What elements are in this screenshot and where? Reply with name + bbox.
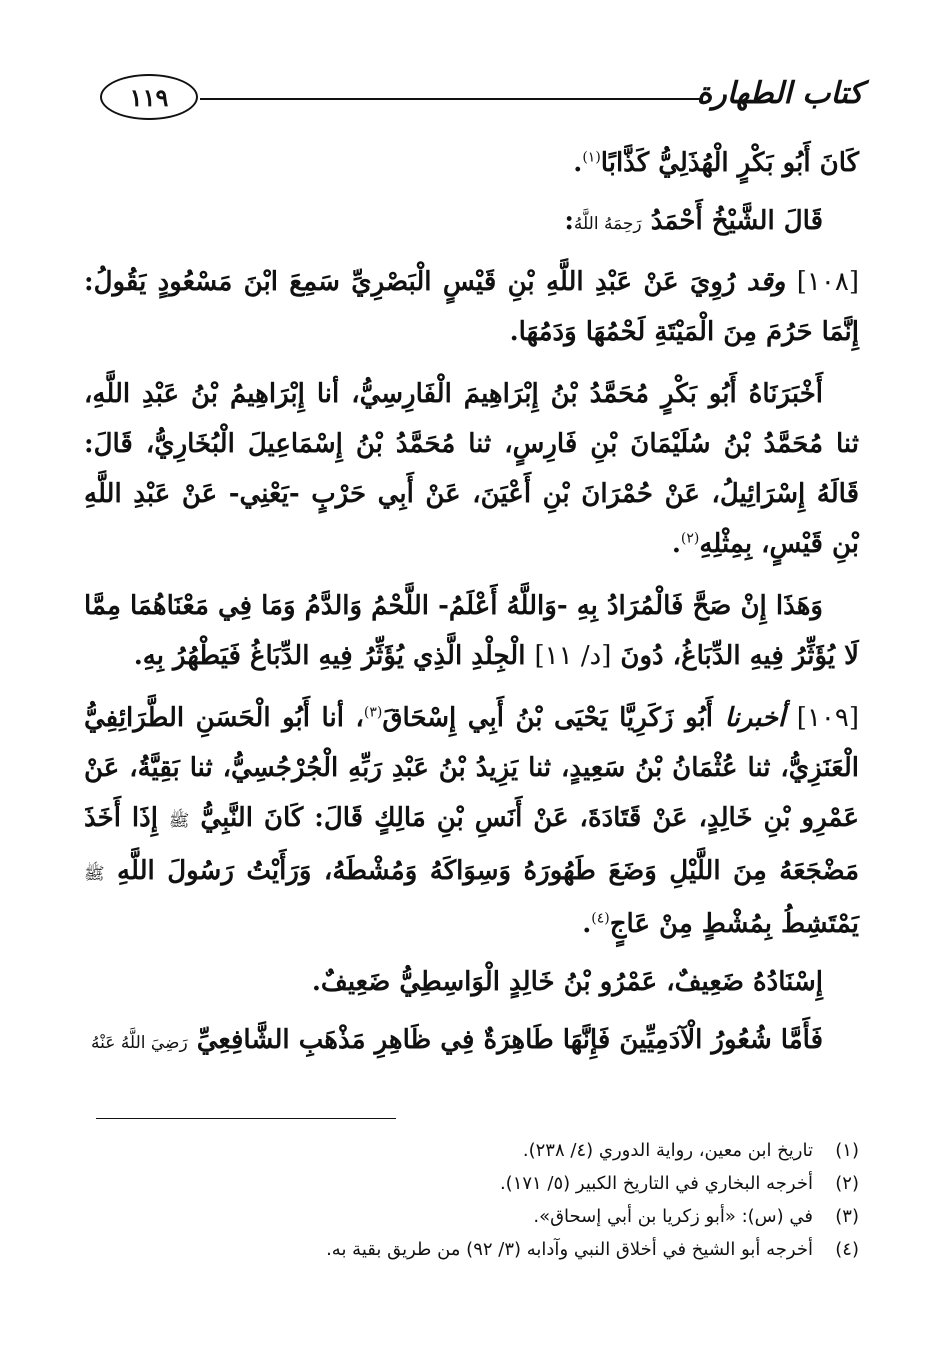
paragraph-108	[84, 257, 859, 357]
hadith-number-109: [١٠٩]	[796, 703, 860, 733]
paragraph-akhbarana-text: أَخْبَرَنَاهُ أَبُو بَكْرٍ مُحَمَّدُ بْنُ إِبْرَاهِيمَ الْفَارِسِيُّ، أنا إِبْرَاهِيمُ بْنُ عَبْدِ اللَّهِ، ثنا مُحَمَّدُ بْنُ سُلَيْمَانَ بْنِ فَارِسٍ، ثنا مُحَمَّدُ بْنُ إِسْمَاعِيلَ الْبُخَارِيُّ، قَالَ: قَالَهُ إِسْرَائِيلُ، عَنْ حُمْرَانَ بْنِ أَعْيَنَ، عَنْ أَبِي حَرْبٍ -يَعْنِي- عَنْ عَبْدِ اللَّهِ بْنِ قَيْسٍ، بِمِثْلِهِ	[84, 379, 859, 559]
footnote-ref-4: (٤)	[591, 910, 610, 927]
footnote-text: أخرجه أبو الشيخ في أخلاق النبي وآدابه (٣/ ٩٢) من طريق بقية به.	[326, 1239, 813, 1260]
footnote-divider	[96, 1118, 396, 1119]
paragraph-109-text-d: يَمْتَشِطُ بِمُشْطٍ مِنْ عَاجٍ	[609, 909, 859, 939]
footnote-item	[84, 1169, 859, 1199]
footnote-ref-2: (٢)	[680, 530, 700, 547]
footnote-number: (٢)	[835, 1173, 859, 1194]
footnote-text: في (س): «أبو زكريا بن أبي إسحاق».	[533, 1206, 813, 1227]
footnote-ref-1: (١)	[582, 149, 601, 166]
main-text	[84, 138, 859, 1068]
footnote-item	[84, 1202, 859, 1232]
lead-word-108: وقد	[746, 267, 786, 297]
footnote-item	[84, 1136, 859, 1166]
paragraph-109-text-b: ، أنا أَبُو الْحَسَنِ الطَّرَائِفِيُّ الْعَنَزِيُّ، ثنا عُثْمَانُ بْنُ سَعِيدٍ، ثنا يَزِيدُ بْنُ عَبْدِ رَبِّهِ الْجُرْجُسِيُّ، ثنا بَقِيَّةُ، عَنْ عَمْرِو بْنِ خَالِدٍ، عَنْ قَتَادَةَ، عَنْ أَنَسِ بْنِ مَالِكٍ قَالَ: كَانَ النَّبِيُّ	[84, 703, 859, 833]
paragraph-109	[84, 693, 859, 949]
honorific-3: رَضِيَ اللَّهُ عَنْهُ	[91, 1033, 188, 1053]
footnote-number: (١)	[835, 1140, 859, 1161]
page-header	[100, 74, 863, 126]
paragraph-akhbarana	[84, 369, 859, 569]
header-rule	[200, 98, 703, 100]
footnote-item	[84, 1235, 859, 1265]
hadith-number-108: [١٠٨]	[796, 267, 859, 297]
paragraph-hadha-text-a: وَهَذَا إِنْ صَحَّ فَالْمُرَادُ بِهِ -وَاللَّهُ أَعْلَمُ- اللَّحْمُ وَالدَّمُ وَمَا فِي مَعْنَاهُمَا مِمَّا لَا يُؤَثِّرُ فِيهِ الدِّبَاغُ، دُونَ	[84, 591, 859, 671]
lead-word-109: أخبرنا	[724, 703, 786, 733]
honorific-1: ﷺ	[168, 811, 190, 831]
footnote-text: تاريخ ابن معين، رواية الدوري (٤/ ٢٣٨).	[522, 1140, 813, 1161]
footnote-number: (٤)	[835, 1239, 859, 1260]
footnote-number: (٣)	[835, 1206, 859, 1227]
honorific-2: ﷺ	[84, 864, 105, 884]
heading-colon: :	[564, 206, 574, 236]
paragraph-akhbarana-end: .	[671, 529, 681, 559]
footnotes	[84, 1136, 859, 1268]
footnote-text: أخرجه البخاري في التاريخ الكبير (٥/ ١٧١).	[499, 1173, 813, 1194]
paragraph-last	[84, 1015, 859, 1068]
chapter-title: كتاب الطهارة	[696, 76, 863, 111]
page-number: ١١٩	[100, 74, 198, 120]
line1-text: كَانَ أَبُو بَكْرٍ الْهُذَلِيُّ كَذَّابًا	[600, 148, 859, 178]
paragraph-hadha	[84, 581, 859, 681]
paragraph-line-1: كَانَ أَبُو بَكْرٍ الْهُذَلِيُّ كَذَّابًا$^{(١)}$.	[573, 148, 859, 178]
paragraph-isnad: إِسْنَادُهُ ضَعِيفٌ، عَمْرُو بْنُ خَالِدٍ الْوَاسِطِيُّ ضَعِيفٌ.	[311, 967, 823, 997]
manuscript-marker: [د/ ١١]	[534, 641, 612, 671]
heading-text: قَالَ الشَّيْخُ أَحْمَدُ	[650, 206, 823, 236]
section-heading	[84, 196, 859, 249]
paragraph-109-text-c: إِذَا أَخَذَ مَضْجَعَهُ مِنَ اللَّيْلِ وَضَعَ طَهُورَهُ وَسِوَاكَهُ وَمُشْطَهُ، وَرَأَيْتُ رَسُولَ اللَّهِ	[84, 803, 859, 886]
paragraph-108-text: رُوِيَ عَنْ عَبْدِ اللَّهِ بْنِ قَيْسٍ الْبَصْرِيِّ سَمِعَ ابْنَ مَسْعُودٍ يَقُولُ: إِنَّمَا حَرُمَ مِنَ الْمَيْتَةِ لَحْمُهَا وَدَمُهَا.	[84, 267, 859, 347]
paragraph-109-end: .	[582, 909, 592, 939]
paragraph-hadha-text-b: الْجِلْدِ الَّذِي يُؤَثِّرُ فِيهِ الدِّبَاغُ فَيَطْهُرُ بِهِ.	[133, 641, 526, 671]
heading-honorific: رَحِمَهُ اللَّهُ	[573, 214, 642, 234]
footnote-ref-3: (٣)	[363, 704, 383, 721]
paragraph-109-text-a: أَبُو زَكَرِيَّا يَحْيَى بْنُ أَبِي إِسْحَاقَ	[382, 703, 714, 733]
paragraph-last-text: فَأَمَّا شُعُورُ الْآدَمِيِّينَ فَإِنَّهَا طَاهِرَةٌ فِي ظَاهِرِ مَذْهَبِ الشَّافِعِيِّ	[196, 1025, 823, 1055]
